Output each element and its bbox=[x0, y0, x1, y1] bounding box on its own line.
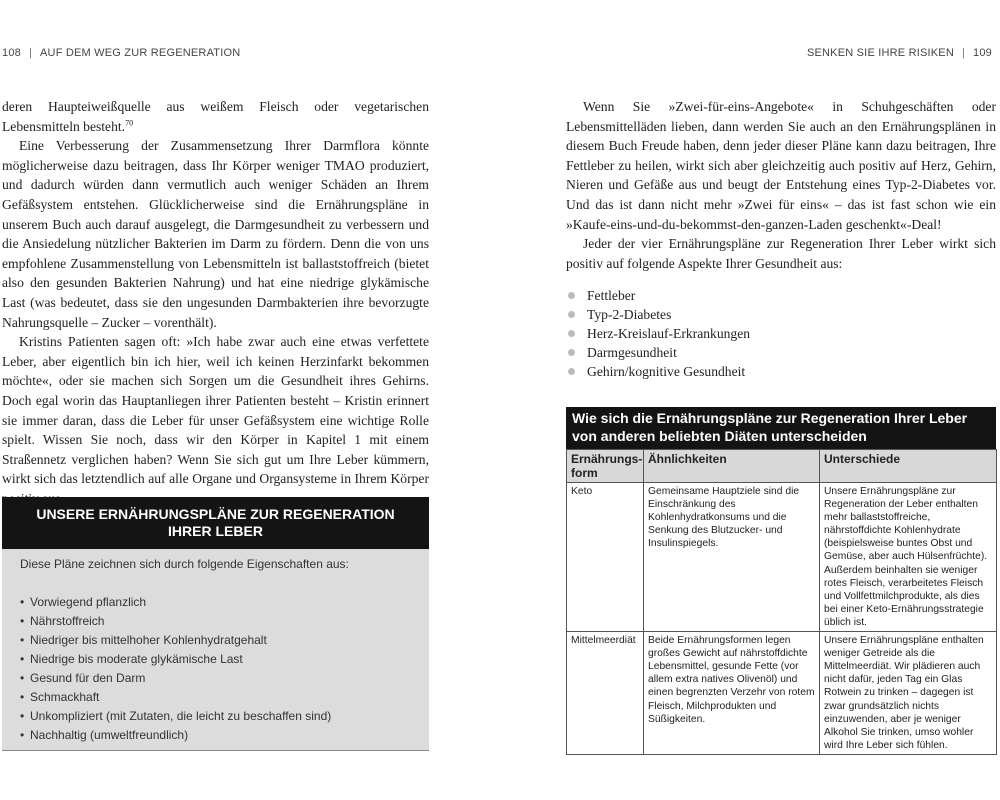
table-cell: Gemeinsame Hauptziele sind die Einschränkung des Kohlenhydratkonsums und die Senkung des Blutzucker- und Insulinspiegels. bbox=[644, 483, 820, 632]
left-page-body bbox=[2, 97, 429, 508]
box-intro: Diese Pläne zeichnen sich durch folgende Eigenschaften aus: bbox=[20, 557, 349, 571]
list-item: • Nachhaltig (umweltfreundlich) bbox=[20, 726, 429, 745]
bullet-icon bbox=[568, 349, 575, 356]
table-cell: Beide Ernährungsformen legen großes Gewicht auf nährstoffdichte Lebensmittel, gesunde Fette (vor allem extra natives Olivenöl) und einen begrenzten Verzehr von rotem Fleisch, Milchprodukten und Süßigkeiten. bbox=[644, 632, 820, 755]
list-item: • Nährstoffreich bbox=[20, 612, 429, 631]
list-item: • Unkompliziert (mit Zutaten, die leicht zu beschaffen sind) bbox=[20, 707, 429, 726]
running-head-left bbox=[2, 47, 240, 59]
list-item: • Niedriger bis mittelhoher Kohlenhydratgehalt bbox=[20, 631, 429, 650]
list-item: • Vorwiegend pflanzlich bbox=[20, 593, 429, 612]
paragraph: Jeder der vier Ernährungspläne zur Regeneration Ihrer Leber wirkt sich positiv auf folgende Aspekte Ihrer Gesundheit aus: bbox=[566, 236, 996, 271]
column-header: Ernährungs-form bbox=[567, 450, 644, 483]
list-item: • Niedrige bis moderate glykämische Last bbox=[20, 650, 429, 669]
comparison-table bbox=[566, 449, 997, 755]
bullet-icon bbox=[568, 330, 575, 337]
list-item-label: Gehirn/kognitive Gesundheit bbox=[587, 364, 746, 379]
column-header: Unterschiede bbox=[820, 450, 997, 483]
header-separator: | bbox=[28, 47, 33, 59]
list-item-label: Typ-2-Diabetes bbox=[587, 307, 672, 322]
table-cell: Mittelmeerdiät bbox=[567, 632, 644, 755]
list-item-label: Herz-Kreislauf-Erkrankungen bbox=[587, 326, 751, 341]
list-item bbox=[566, 362, 750, 381]
list-item bbox=[566, 343, 750, 362]
list-item-label: Fettleber bbox=[587, 288, 636, 303]
list-item bbox=[566, 286, 750, 305]
health-aspects-list bbox=[566, 286, 750, 381]
box-title-line: UNSERE ERNÄHRUNGSPLÄNE ZUR REGENERATION bbox=[36, 506, 395, 522]
paragraph: Wenn Sie »Zwei-für-eins-Angebote« in Schuhgeschäften oder Lebensmittelläden lieben, dann werden Sie auch an den Ernährungsplänen in diesem Buch Freude haben, denn jeder dieser Pläne kann dazu beitragen, Ihre Fettleber zu heilen, wirkt sich aber gleichzeitig auch positiv auf Herz, Gehirn, Nieren und Gefäße aus und beugt der Entstehung eines Typ-2-Diabetes vor. Und das ist dann nicht mehr »Zwei für eins« – das ist fast schon wie ein »Kaufe-eins-und-du-bekommst-den-ganzen-Laden geschenkt«-Deal! bbox=[566, 99, 996, 232]
bullet-icon bbox=[568, 311, 575, 318]
table-cell: Unsere Ernährungspläne zur Regeneration der Leber enthalten mehr ballaststoffreiche, nährstoffdichte Kohlenhydrate (beispielsweise buntes Obst und Gemüse, aber auch Hülsenfrüchte). Außerdem beinhalten sie weniger rotes Fleisch, verarbeitetes Fleisch und Vollfettmilchprodukte, als dies bei einer Keto-Ernährungsstrategie üblich ist. bbox=[820, 483, 997, 632]
table-row bbox=[567, 483, 997, 632]
box-title-line: IHRER LEBER bbox=[168, 523, 263, 539]
list-item-label: Darmgesundheit bbox=[587, 345, 677, 360]
chapter-title-right: SENKEN SIE IHRE RISIKEN bbox=[806, 47, 954, 59]
page-number-right: 109 bbox=[973, 47, 992, 59]
table-cell: Unsere Ernährungspläne enthalten weniger Getreide als die Mittelmeerdiät. Wir plädieren auch nicht dafür, jeden Tag ein Glas Rotwein zu trinken – dagegen ist zwar grundsätzlich nichts einzuwenden, aber je weniger Alkohol Sie trinken, umso wohler wird Ihre Leber sich fühlen. bbox=[820, 632, 997, 755]
chapter-title-left: AUF DEM WEG ZUR REGENERATION bbox=[40, 47, 241, 59]
table-title bbox=[566, 407, 996, 449]
paragraph-text: deren Haupteiweißquelle aus weißem Fleisch oder vegetarischen Lebensmitteln besteht. bbox=[2, 99, 429, 134]
table-title-line: Wie sich die Ernährungspläne zur Regeneration Ihrer Leber bbox=[572, 410, 968, 426]
paragraph: Kristins Patienten sagen oft: »Ich habe zwar auch eine etwas verfettete Leber, aber eigentlich bin ich hier, weil ich keinen Herzinfarkt bekommen möchte«, oder sie machen sich Sorgen um die Gesundheit ihres Gehirns. Doch egal worin das Hauptanliegen ihrer Patienten besteht – Kristin erinnert sie immer daran, dass die Leber für unser Gefäßsystem eine wichtige Rolle spielt. Wissen Sie noch, dass wir den Körper in Kapitel 1 mit einem Straßennetz verglichen haben? Wenn Sie sich gut um Ihre Leber kümmern, wirkt sich das letztendlich auf alle Organe und Organsysteme in Ihrem Körper bbox=[2, 334, 429, 487]
page-number-left: 108 bbox=[2, 47, 21, 59]
header-separator: | bbox=[961, 47, 966, 59]
bullet-icon bbox=[568, 368, 575, 375]
running-head-right bbox=[807, 47, 992, 59]
box-title bbox=[2, 497, 429, 549]
table-header-row bbox=[567, 450, 997, 483]
table-row bbox=[567, 632, 997, 755]
column-header: Ähnlichkeiten bbox=[644, 450, 820, 483]
diet-plans-box bbox=[2, 497, 429, 751]
bullet-icon bbox=[568, 292, 575, 299]
list-item: • Schmackhaft bbox=[20, 688, 429, 707]
comparison-table-box bbox=[566, 407, 996, 755]
right-page-body bbox=[566, 97, 996, 273]
list-item: • Gesund für den Darm bbox=[20, 669, 429, 688]
table-cell: Keto bbox=[567, 483, 644, 632]
paragraph bbox=[2, 97, 429, 136]
footnote-marker: 70 bbox=[125, 118, 134, 128]
paragraph: Eine Verbesserung der Zusammensetzung Ihrer Darmflora könnte möglicherweise dazu beitragen, dass Ihr Körper weniger TMAO produziert, und dadurch würden dann vermutlich auch weniger Schäden an Ihrem Gefäßsystem entstehen. Glücklicherweise sind die Ernährungspläne in unserem Buch auch darauf ausgelegt, die Darmgesundheit zu verbessern und die Ansiedelung nützlicher Bakterien im Darm zu fördern. Denn die von uns empfohlene Zusammenstellung von Lebensmitteln ist ballaststoffreich (bietet also den gesunden Bakterien Nahrung) und hat eine niedrige glykämische Last (was bedeutet, dass sie den ungesunden Darmbakterien ihre bevorzugte Nahrungsquelle – Zucker – vorenthält). bbox=[2, 138, 429, 330]
list-item bbox=[566, 324, 750, 343]
table-title-line: von anderen beliebten Diäten unterscheiden bbox=[572, 427, 867, 444]
box-list bbox=[2, 593, 429, 745]
list-item bbox=[566, 305, 750, 324]
